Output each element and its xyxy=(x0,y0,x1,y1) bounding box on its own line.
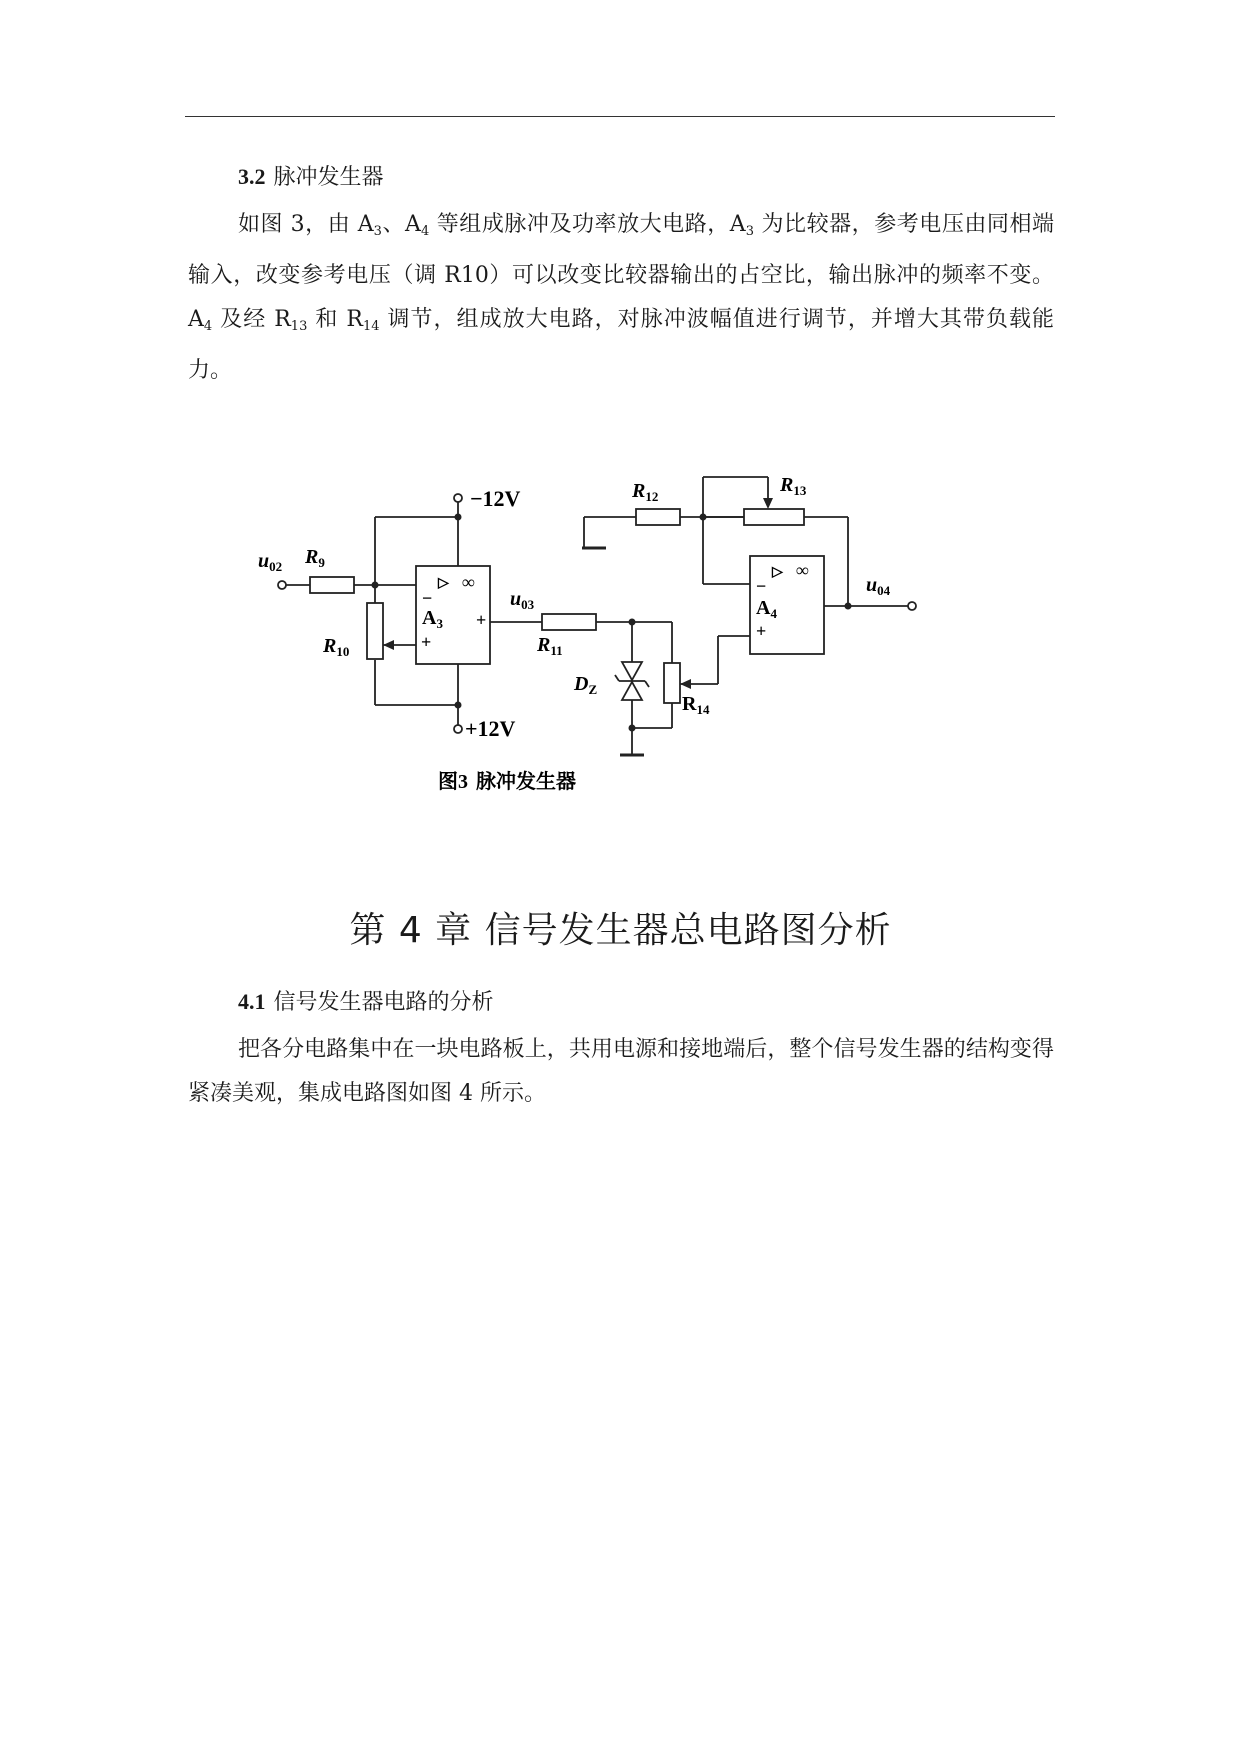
a3-plus-sign: + xyxy=(421,632,432,652)
potentiometer-r13 xyxy=(744,509,804,525)
potentiometer-r14 xyxy=(664,663,680,703)
label-pos12v: +12V xyxy=(465,716,516,741)
a3-triangle-icon: ▷ xyxy=(438,576,449,591)
label-r10: $R_{10}$ xyxy=(323,635,350,659)
label-u03: $u_{03}$ xyxy=(510,588,535,612)
label-a3: $A_3$ xyxy=(422,607,443,631)
label-u02: $u_{02}$ xyxy=(258,550,283,574)
terminal-neg12v xyxy=(454,494,462,502)
a4-plus-sign: + xyxy=(756,621,767,641)
label-neg12v: −12V xyxy=(470,486,521,511)
a4-minus-sign: − xyxy=(756,576,767,596)
zener-diode-upper xyxy=(622,662,642,680)
subscript: 14 xyxy=(362,319,380,334)
label-u04: $u_{04}$ xyxy=(866,574,891,598)
terminal-u04 xyxy=(908,602,916,610)
terminal-u02 xyxy=(278,581,286,589)
a4-infinity-icon: ∞ xyxy=(796,560,809,580)
resistor-r9 xyxy=(310,577,354,593)
a4-triangle-icon: ▷ xyxy=(772,565,783,580)
figure-3-circuit-diagram xyxy=(0,0,1241,820)
chapter-4-title: 第 4 章 信号发生器总电路图分析 xyxy=(349,910,892,951)
resistor-r11 xyxy=(542,614,596,630)
section-4-1-heading xyxy=(238,985,494,1016)
figure-3-caption: 图3 脉冲发生器 xyxy=(438,771,576,793)
zener-diode-lower xyxy=(622,682,642,700)
section-number: 3.2 xyxy=(238,164,266,189)
subscript: 3 xyxy=(373,224,382,239)
label-a4: $A_4$ xyxy=(756,597,777,621)
subscript: 13 xyxy=(290,319,308,334)
a3-minus-sign: − xyxy=(422,588,433,608)
subscript: 3 xyxy=(745,224,754,239)
label-dz: $D_Z$ xyxy=(574,673,598,697)
label-r14: $R_{14}$ xyxy=(682,693,710,717)
section-number: 4.1 xyxy=(238,989,266,1014)
a3-infinity-icon: ∞ xyxy=(462,572,475,592)
a3-output-plus-sign: + xyxy=(476,610,487,630)
paragraph-text: 如图 3，由 $A_3$、$A_4$ 等组成脉冲及功率放大电路，$A_3$ 为比较器，参考电压由同相端输入，改变参考电压（调 R10）可以改变比较器输出的占空比，输出脉冲的频率不变。 $A_4$ 及经 $R_{13}$ 和 $R_{14}$ 调节，组成放大电路，对脉冲波幅值进行调节，并增大其带负载能力。 xyxy=(188,212,1055,383)
terminal-pos12v xyxy=(454,725,462,733)
resistor-r12 xyxy=(636,509,680,525)
section-title: 脉冲发生器 xyxy=(273,165,384,190)
subscript: 4 xyxy=(203,319,213,334)
label-r11: $R_{11}$ xyxy=(537,634,563,658)
potentiometer-r10 xyxy=(367,603,383,659)
section-4-1-paragraph xyxy=(188,1028,1054,1116)
label-r13: $R_{13}$ xyxy=(780,474,807,498)
subscript: 4 xyxy=(420,224,430,239)
label-r9: $R_9$ xyxy=(305,546,325,570)
section-title: 信号发生器电路的分析 xyxy=(273,990,494,1015)
paragraph-text: 把各分电路集中在一块电路板上，共用电源和接地端后，整个信号发生器的结构变得紧凑美观，集成电路图如图 4 所示。 xyxy=(188,1037,1054,1106)
label-r12: $R_{12}$ xyxy=(632,480,659,504)
